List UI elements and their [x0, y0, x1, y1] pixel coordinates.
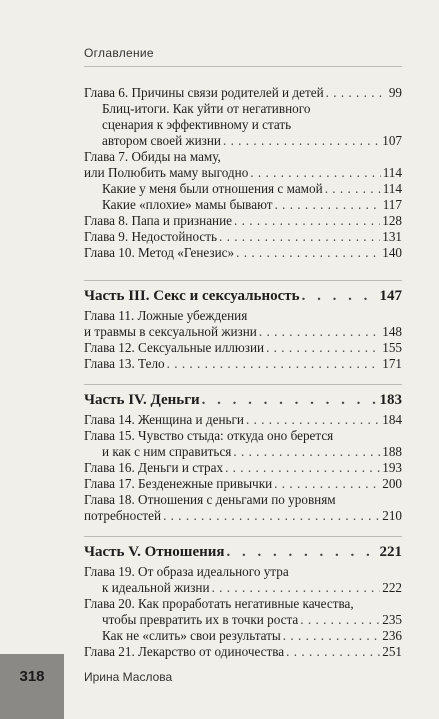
toc-entry-blitz-summary[interactable]: [84, 133, 402, 149]
toc-entry-page: 99: [388, 85, 402, 100]
toc-entry-title: Какие у меня были отношения с мамой: [102, 181, 323, 196]
header-rule: [84, 66, 402, 67]
toc-entry-chapter-20[interactable]: [84, 612, 402, 628]
toc-entry-page: 114: [382, 165, 402, 180]
leader-dots: [212, 580, 381, 596]
leader-dots: [283, 628, 380, 644]
toc-entry-page: 128: [382, 213, 402, 228]
toc-entry-chapter-9[interactable]: [84, 229, 402, 245]
toc-entry-line: Глава 7. Обиды на маму,: [84, 149, 221, 164]
toc-entry-chapter-15[interactable]: [84, 444, 402, 460]
toc-entry-line: Глава 19. От образа идеального утра: [84, 564, 289, 579]
leader-dots: [219, 229, 380, 245]
toc-entry-title: Глава 21. Лекарство от одиночества: [84, 644, 285, 659]
toc-entry-title: Как не «слить» свои результаты: [102, 628, 281, 643]
toc-entry-line: Глава 20. Как проработать негативные качества,: [84, 596, 354, 611]
toc-part-page: 221: [379, 544, 402, 560]
toc-entry-chapter-18[interactable]: [84, 508, 402, 524]
leader-dots: [275, 197, 381, 213]
running-head: Оглавление: [84, 46, 154, 60]
toc-entry-line: сценария к эффективному и стать: [102, 117, 292, 132]
leader-dots: [246, 412, 380, 428]
toc-entry-chapter-11[interactable]: [84, 324, 402, 340]
toc-entry-title: Глава 14. Женщина и деньги: [84, 412, 244, 427]
toc-entry-page: 188: [382, 444, 402, 459]
leader-dots: [286, 644, 380, 660]
toc-part-title: Часть V. Отношения: [84, 544, 225, 560]
toc-entry-chapter-7[interactable]: [84, 165, 402, 181]
toc-entry-page: 171: [382, 356, 402, 371]
toc-entry-page: 114: [382, 181, 402, 196]
toc-entry-page: 131: [382, 229, 402, 244]
toc-entry-page: 155: [382, 340, 402, 355]
leader-dots: [233, 444, 380, 460]
toc-entry-chapter-6[interactable]: [84, 85, 402, 101]
leader-dots: [325, 181, 381, 197]
toc-entry-title: Глава 13. Тело: [84, 356, 165, 371]
toc-entry-chapter-17[interactable]: [84, 476, 402, 492]
toc-entry-chapter-13[interactable]: [84, 356, 402, 372]
toc-entry-page: 184: [382, 412, 402, 427]
part-4-rule: [84, 384, 402, 385]
toc-entry-title: Глава 8. Папа и признание: [84, 213, 233, 228]
toc-entry-title: Какие «плохие» мамы бывают: [102, 197, 273, 212]
leader-dots: [274, 476, 380, 492]
toc-part-title: Часть III. Секс и сексуальность: [84, 288, 300, 304]
toc-entry-page: 193: [382, 460, 402, 475]
leader-dots: [326, 85, 387, 101]
toc-entry-title: и как с ним справиться: [102, 444, 232, 459]
page-number: 318: [19, 668, 45, 685]
toc-entry-chapter-12[interactable]: [84, 340, 402, 356]
toc-entry-line: Блиц-итоги. Как уйти от негативного: [102, 101, 311, 116]
toc-entry-title: Глава 17. Безденежные привычки: [84, 476, 273, 491]
toc-entry-title: к идеальной жизни: [102, 580, 210, 595]
toc-entry-page: 251: [382, 644, 402, 659]
toc-part-page: 183: [379, 392, 402, 408]
toc-entry-line: Глава 15. Чувство стыда: откуда оно берется: [84, 428, 334, 443]
leader-dots: [302, 287, 378, 305]
toc-entry-title: Глава 10. Метод «Генезис»: [84, 245, 235, 260]
leader-dots: [259, 324, 380, 340]
leader-dots: [167, 356, 381, 372]
toc-part-title: Часть IV. Деньги: [84, 392, 200, 408]
toc-part-4[interactable]: [84, 391, 402, 409]
leader-dots: [234, 213, 380, 229]
toc-entry-title: Глава 9. Недостойность: [84, 229, 217, 244]
toc-part-page: 147: [379, 288, 402, 304]
toc-entry-dont-lose-results[interactable]: [84, 628, 402, 644]
toc-entry-chapter-14[interactable]: [84, 412, 402, 428]
toc-entry-page: 148: [382, 324, 402, 339]
leader-dots: [250, 165, 380, 181]
leader-dots: [300, 612, 380, 628]
toc-entry-title: или Полюбить маму выгодно: [84, 165, 249, 180]
leader-dots: [236, 245, 380, 261]
toc-entry-page: 210: [382, 508, 402, 523]
toc-entry-title: потребностей: [84, 508, 162, 523]
leader-dots: [202, 391, 378, 409]
toc-entry-title: чтобы превратить их в точки роста: [102, 612, 299, 627]
toc-entry-line: Глава 11. Ложные убеждения: [84, 308, 248, 323]
toc-part-3[interactable]: [84, 287, 402, 305]
toc-part-5[interactable]: [84, 543, 402, 561]
toc-entry-page: 222: [382, 580, 402, 595]
part-5-rule: [84, 536, 402, 537]
toc-entry-page: 140: [382, 245, 402, 260]
toc-entry-chapter-19[interactable]: [84, 580, 402, 596]
toc-entry-page: 200: [382, 476, 402, 491]
toc-entry-mother-relations[interactable]: [84, 181, 402, 197]
toc-entry-title: Глава 16. Деньги и страх: [84, 460, 224, 475]
author-name: Ирина Маслова: [84, 670, 173, 684]
leader-dots: [223, 133, 380, 149]
leader-dots: [266, 340, 380, 356]
toc-entry-chapter-21[interactable]: [84, 644, 402, 660]
part-3-rule: [84, 280, 402, 281]
toc-entry-page: 235: [382, 612, 402, 627]
leader-dots: [225, 460, 380, 476]
toc-entry-bad-mothers[interactable]: [84, 197, 402, 213]
leader-dots: [163, 508, 380, 524]
toc-entry-title: Глава 12. Сексуальные иллюзии: [84, 340, 265, 355]
leader-dots: [227, 543, 378, 561]
toc-entry-title: и травмы в сексуальной жизни: [84, 324, 257, 339]
toc-entry-page: 117: [382, 197, 402, 212]
toc-entry-title: автором своей жизни: [102, 133, 221, 148]
toc-entry-chapter-16[interactable]: [84, 460, 402, 476]
toc-entry-page: 107: [382, 133, 402, 148]
toc-entry-title: Глава 6. Причины связи родителей и детей: [84, 85, 324, 100]
toc-entry-chapter-8[interactable]: [84, 213, 402, 229]
toc-entry-page: 236: [382, 628, 402, 643]
toc-entry-line: Глава 18. Отношения с деньгами по уровням: [84, 492, 336, 507]
page-number-box: [0, 654, 64, 719]
toc-entry-chapter-10[interactable]: [84, 245, 402, 261]
